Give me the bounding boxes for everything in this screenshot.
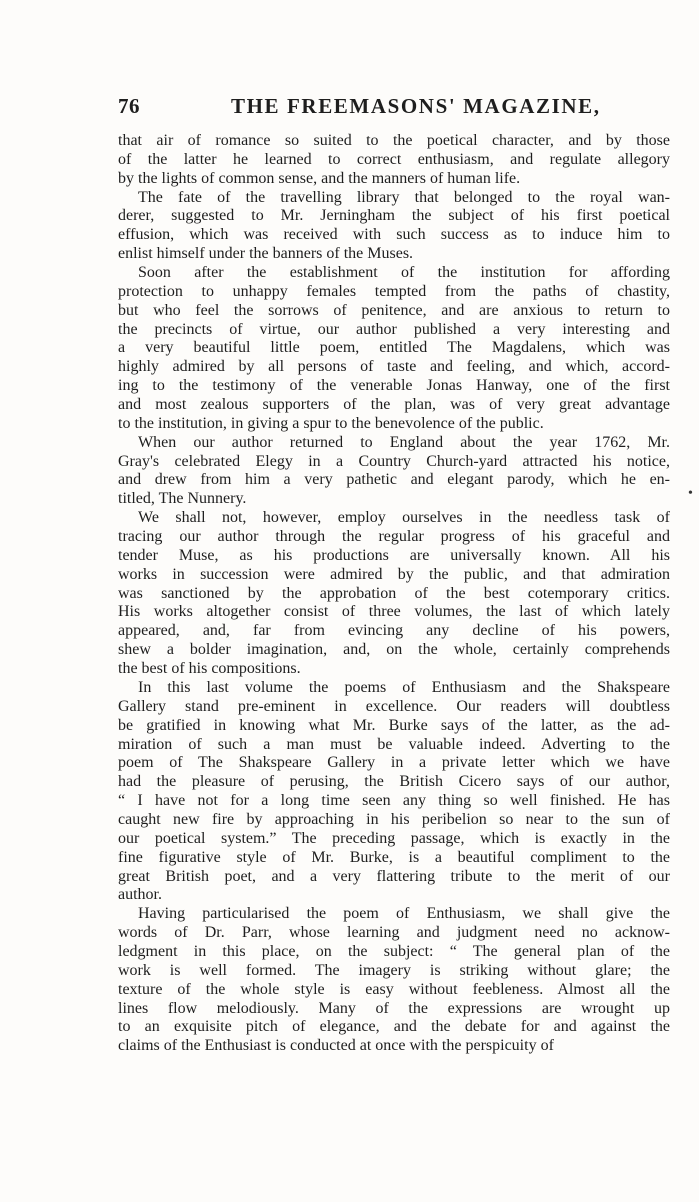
text-line: the best of his compositions.: [118, 660, 301, 678]
text-line: our poetical system.” The preceding passage, which is exactly in the: [118, 829, 670, 847]
text-line: ing to the testimony of the venerable Jonas Hanway, one of the first: [118, 377, 670, 395]
running-title: THE FREEMASONS' MAGAZINE,: [231, 94, 601, 118]
text-line: and most zealous supporters of the plan, was of very great advantage: [118, 396, 670, 414]
paragraph: [118, 189, 670, 264]
paragraph: [118, 509, 670, 679]
text-line: author.: [118, 886, 162, 904]
text-line: titled, The Nunnery.: [118, 490, 247, 508]
text-line: His works altogether consist of three volumes, the last of which lately: [118, 603, 670, 621]
text-line: works in succession were admired by the public, and that admiration: [118, 565, 670, 583]
paragraph: [118, 132, 670, 189]
text-line: derer, suggested to Mr. Jerningham the subject of his first poetical: [118, 207, 670, 225]
text-line: protection to unhappy females tempted from the paths of chastity,: [118, 282, 670, 300]
text-line: great British poet, and a very flattering tribute to the merit of our: [118, 867, 670, 885]
text-line: Gallery stand pre-eminent in excellence. Our readers will doubtless: [118, 697, 670, 715]
paragraph: [118, 905, 670, 1056]
text-line: had the pleasure of perusing, the British Cicero says of our author,: [118, 773, 670, 791]
text-line: highly admired by all persons of taste and feeling, and which, accord-: [118, 358, 670, 376]
text-line: to the institution, in giving a spur to the benevolence of the public.: [118, 414, 544, 432]
text-line: words of Dr. Parr, whose learning and judgment need no acknow-: [118, 924, 670, 942]
text-line: We shall not, however, employ ourselves in the needless task of: [138, 509, 670, 527]
text-line: lines flow melodiously. Many of the expressions are wrought up: [118, 999, 670, 1017]
text-line: that air of romance so suited to the poetical character, and by those: [118, 132, 670, 149]
text-line: The fate of the travelling library that belonged to the royal wan-: [138, 188, 670, 206]
text-line: and drew from him a very pathetic and elegant parody, which he en-: [118, 471, 670, 489]
paragraph: [118, 679, 670, 905]
text-line: the precincts of virtue, our author published a very interesting and: [118, 320, 670, 338]
text-line: miration of such a man must be valuable indeed. Adverting to the: [118, 735, 670, 753]
text-line: to an exquisite pitch of elegance, and the debate for and against the: [118, 1018, 670, 1036]
text-line: poem of The Shakspeare Gallery in a private letter which we have: [118, 754, 670, 772]
paragraph: [118, 264, 670, 434]
text-line: In this last volume the poems of Enthusiasm and the Shakspeare: [138, 678, 670, 696]
text-line: “ I have not for a long time seen any thing so well finished. He has: [118, 792, 670, 810]
text-line: a very beautiful little poem, entitled The Magdalens, which was: [118, 339, 670, 357]
page-header: [118, 94, 670, 124]
text-line: but who feel the sorrows of penitence, and are anxious to return to: [118, 301, 670, 319]
text-line: enlist himself under the banners of the Muses.: [118, 245, 414, 263]
text-line: of the latter he learned to correct enthusiasm, and regulate allegory: [118, 150, 670, 168]
text-line: was sanctioned by the approbation of the best cotemporary critics.: [118, 584, 670, 602]
text-line: be gratified in knowing what Mr. Burke says of the latter, as the ad-: [118, 716, 670, 734]
text-line: fine figurative style of Mr. Burke, is a beautiful compliment to the: [118, 848, 670, 866]
text-line: effusion, which was received with such success as to induce him to: [118, 226, 670, 244]
text-line: shew a bolder imagination, and, on the whole, certainly comprehends: [118, 641, 670, 659]
paragraph: [118, 434, 670, 509]
text-line: caught new fire by approaching in his peribelion so near to the sun of: [118, 810, 670, 828]
text-line: Soon after the establishment of the institution for affording: [138, 264, 670, 282]
article-body: [118, 132, 670, 1056]
text-line: work is well formed. The imagery is striking without glare; the: [118, 961, 670, 979]
text-line: texture of the whole style is easy without feebleness. Almost all the: [118, 980, 670, 998]
text-line: Gray's celebrated Elegy in a Country Church-yard attracted his notice,: [118, 452, 670, 470]
text-line: by the lights of common sense, and the manners of human life.: [118, 169, 521, 187]
text-line: ledgment in this place, on the subject: “ The general plan of the: [118, 942, 670, 960]
text-line: When our author returned to England about the year 1762, Mr.: [138, 433, 670, 451]
margin-mark: •: [688, 486, 693, 501]
text-line: tracing our author through the regular progress of his graceful and: [118, 528, 670, 546]
text-line: claims of the Enthusiast is conducted at once with the perspicuity of: [118, 1037, 554, 1055]
text-line: appeared, and, far from evincing any decline of his powers,: [118, 622, 670, 640]
text-line: tender Muse, as his productions are universally known. All his: [118, 546, 670, 564]
text-line: Having particularised the poem of Enthusiasm, we shall give the: [138, 905, 670, 923]
page-number: 76: [118, 94, 140, 118]
